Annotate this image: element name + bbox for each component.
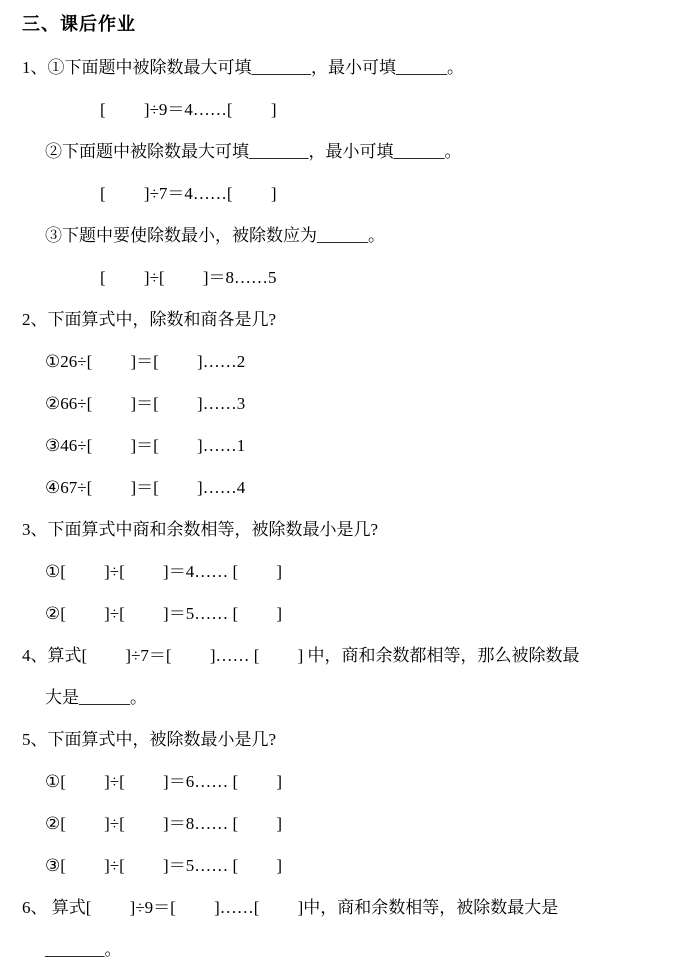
- q5-item1-equation: ①[ ]÷[ ]＝6…… [ ]: [45, 771, 283, 791]
- q1-sub1-prompt: 1、①下面题中被除数最大可填_______，最小可填______。: [22, 57, 464, 77]
- q5-item3-equation: ③[ ]÷[ ]＝5…… [ ]: [45, 855, 283, 875]
- q2-item4-equation: ④67÷[ ]＝[ ]……4: [45, 477, 246, 497]
- q1-sub2-equation: [ ]÷7＝4……[ ]: [100, 183, 277, 203]
- worksheet-title: 三、课后作业: [22, 14, 136, 34]
- q2-item3-equation: ③46÷[ ]＝[ ]……1: [45, 435, 246, 455]
- q3-item2-equation: ②[ ]÷[ ]＝5…… [ ]: [45, 603, 283, 623]
- q2-item1-equation: ①26÷[ ]＝[ ]……2: [45, 351, 246, 371]
- q5-item2-equation: ②[ ]÷[ ]＝8…… [ ]: [45, 813, 283, 833]
- q1-sub3-prompt: ③下题中要使除数最小，被除数应为______。: [45, 225, 385, 245]
- q4-prompt-line1: 4、算式[ ]÷7＝[ ]…… [ ] 中，商和余数都相等，那么被除数最: [22, 645, 580, 665]
- q1-sub3-equation: [ ]÷[ ]＝8……5: [100, 267, 277, 287]
- q4-prompt-line2: 大是______。: [45, 687, 147, 707]
- q3-prompt: 3、下面算式中商和余数相等，被除数最小是几?: [22, 519, 379, 539]
- q1-sub1-equation: [ ]÷9＝4……[ ]: [100, 99, 277, 119]
- q5-prompt: 5、下面算式中，被除数最小是几?: [22, 729, 277, 749]
- q6-prompt-line2: _______。: [45, 939, 122, 959]
- q2-item2-equation: ②66÷[ ]＝[ ]……3: [45, 393, 246, 413]
- q6-prompt-line1: 6、 算式[ ]÷9＝[ ]……[ ]中，商和余数相等，被除数最大是: [22, 897, 559, 917]
- q3-item1-equation: ①[ ]÷[ ]＝4…… [ ]: [45, 561, 283, 581]
- q2-prompt: 2、下面算式中，除数和商各是几?: [22, 309, 277, 329]
- q1-sub2-prompt: ②下面题中被除数最大可填_______，最小可填______。: [45, 141, 462, 161]
